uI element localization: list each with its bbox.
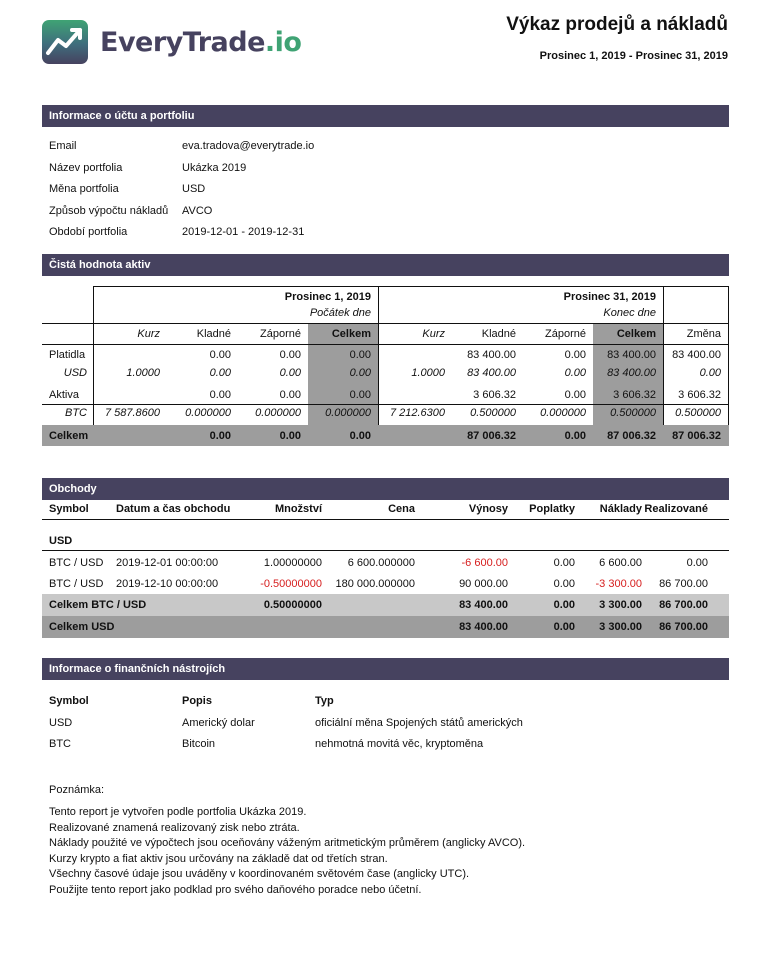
section-trades-header: Obchody (42, 478, 729, 500)
instrument-symbol: USD (49, 717, 73, 729)
report-period: Prosinec 1, 2019 - Prosinec 31, 2019 (539, 50, 728, 62)
account-value: AVCO (182, 205, 213, 217)
net-assets-cell: 0.00 (279, 367, 301, 379)
instrument-description: Americký dolar (182, 717, 255, 729)
net-assets-cell: 0.500000 (675, 407, 721, 419)
grid-line (728, 286, 729, 425)
net-assets-cell: 0.00 (279, 389, 301, 401)
account-value: Ukázka 2019 (182, 162, 247, 174)
account-label: Způsob výpočtu nákladů (49, 205, 169, 217)
net-assets-cell: 1.0000 (126, 367, 160, 379)
net-assets-cell: 0.00 (564, 389, 586, 401)
grid-line (42, 550, 729, 551)
trades-header: Realizované (644, 503, 708, 515)
subtotal-fees: 0.00 (553, 599, 575, 611)
trade-symbol: BTC / USD (49, 557, 104, 569)
net-assets-cell: 0.00 (349, 367, 371, 379)
trade-realized: 86 700.00 (659, 578, 708, 590)
net-assets-total-cell: 0.00 (349, 430, 371, 442)
col-header: Změna (686, 328, 721, 340)
brand-logo (42, 20, 301, 64)
total-label: Celkem (49, 430, 89, 442)
instruments-header: Typ (315, 695, 334, 707)
grid-line (42, 344, 728, 345)
trades-header: Náklady (599, 503, 642, 515)
total-cost: 3 300.00 (599, 621, 642, 633)
note-line: Realizované znamená realizovaný zisk nebo ztráta. (49, 821, 300, 834)
trade-proceeds: -6 600.00 (461, 557, 508, 569)
note-line: Všechny časové údaje jsou uváděny v koordinovaném světovém čase (anglicky UTC). (49, 868, 470, 881)
notes-title: Poznámka: (49, 784, 105, 796)
net-assets-total-cell: 87 006.32 (467, 430, 516, 442)
col-header: Záporné (545, 328, 586, 340)
trade-datetime: 2019-12-10 00:00:00 (116, 578, 219, 590)
logo-suffix: .io (264, 26, 302, 58)
col-header: Kladné (481, 328, 516, 340)
grid-line (93, 286, 728, 287)
net-assets-cell: 3 606.32 (613, 389, 656, 401)
section-instruments-header: Informace o finančních nástrojích (42, 658, 729, 680)
account-value: eva.tradova@everytrade.io (182, 140, 315, 152)
col-header: Kurz (137, 328, 160, 340)
total-label: Celkem USD (49, 621, 115, 633)
net-assets-cell: 0.00 (209, 389, 231, 401)
net-assets-cell: 0.00 (699, 367, 721, 379)
note-line: Tento report je vytvořen podle portfolia Ukázka 2019. (49, 806, 307, 818)
col-header: Kurz (422, 328, 445, 340)
col-header: Kladné (196, 328, 231, 340)
chart-trend-icon (42, 20, 88, 64)
trade-fees: 0.00 (553, 557, 575, 569)
logo-wordmark (100, 27, 301, 58)
account-label: Název portfolia (49, 162, 123, 174)
end-sub: Konec dne (603, 307, 656, 319)
trades-header: Cena (388, 503, 415, 515)
net-assets-total-cell: 0.00 (279, 430, 301, 442)
net-assets-cell: 7 212.6300 (389, 407, 445, 419)
total-fees: 0.00 (553, 621, 575, 633)
grid-line (378, 286, 379, 425)
net-assets-cell: 0.500000 (470, 407, 516, 419)
net-assets-cell: 83 400.00 (607, 349, 656, 361)
trade-fees: 0.00 (553, 578, 575, 590)
trade-cost: 6 600.00 (599, 557, 642, 569)
net-assets-cell: 83 400.00 (467, 349, 516, 361)
col-header: Záporné (260, 328, 301, 340)
row-label: Platidla (49, 349, 86, 361)
net-assets-cell: 0.000000 (325, 407, 371, 419)
trades-header: Množství (274, 503, 322, 515)
grid-line (42, 404, 728, 405)
trade-cost: -3 300.00 (595, 578, 642, 590)
net-assets-cell: 0.000000 (540, 407, 586, 419)
account-value: USD (182, 183, 206, 195)
grid-line (93, 286, 94, 425)
account-label: Období portfolia (49, 226, 128, 238)
trades-header: Symbol (49, 503, 89, 515)
subtotal-proceeds: 83 400.00 (459, 599, 508, 611)
trade-datetime: 2019-12-01 00:00:00 (116, 557, 219, 569)
trade-symbol: BTC / USD (49, 578, 104, 590)
instrument-type: nehmotná movitá věc, kryptoměna (315, 738, 484, 750)
trade-price: 180 000.000000 (335, 578, 415, 590)
trades-header: Výnosy (468, 503, 508, 515)
report-title: Výkaz prodejů a nákladů (506, 14, 728, 35)
grid-line (42, 519, 729, 520)
subtotal-realized: 86 700.00 (659, 599, 708, 611)
account-value: 2019-12-01 - 2019-12-31 (182, 226, 305, 238)
net-assets-total-cell: 87 006.32 (672, 430, 721, 442)
net-assets-cell: 0.00 (209, 349, 231, 361)
net-assets-total-cell: 0.00 (209, 430, 231, 442)
end-date: Prosinec 31, 2019 (563, 291, 656, 303)
net-assets-cell: 3 606.32 (473, 389, 516, 401)
net-assets-cell: 0.500000 (610, 407, 656, 419)
start-sub: Počátek dne (309, 307, 371, 319)
note-line: Náklady použité ve výpočtech jsou oceňovány váženým aritmetickým průměrem (anglicky AVCO). (49, 837, 526, 850)
net-assets-cell: 0.000000 (185, 407, 231, 419)
instrument-symbol: BTC (49, 738, 71, 750)
section-net-assets-header: Čistá hodnota aktiv (42, 254, 729, 276)
net-assets-cell: 83 400.00 (672, 349, 721, 361)
subtotal-quantity: 0.50000000 (263, 599, 322, 611)
grid-line (42, 323, 728, 324)
subtotal-cost: 3 300.00 (599, 599, 642, 611)
account-label: Měna portfolia (49, 183, 119, 195)
net-assets-cell: 3 606.32 (678, 389, 721, 401)
net-assets-cell: 0.00 (209, 367, 231, 379)
col-header: Celkem (331, 328, 371, 340)
net-assets-cell: 1.0000 (411, 367, 445, 379)
subtotal-label: Celkem BTC / USD (49, 599, 147, 611)
net-assets-total-cell: 87 006.32 (607, 430, 656, 442)
logo-main: EveryTrade (100, 26, 265, 58)
instrument-type: oficiální měna Spojených států amerických (315, 717, 523, 729)
col-header: Celkem (616, 328, 656, 340)
note-line: Kurzy krypto a fiat aktiv jsou určovány na základě dat od třetích stran. (49, 852, 388, 865)
trades-group-label: USD (49, 535, 73, 547)
trades-header: Poplatky (529, 503, 575, 515)
net-assets-cell: 7 587.8600 (104, 407, 160, 419)
total-realized: 86 700.00 (659, 621, 708, 633)
net-assets-cell: 0.00 (564, 367, 586, 379)
trade-price: 6 600.000000 (347, 557, 415, 569)
section-account-header: Informace o účtu a portfoliu (42, 105, 729, 127)
row-label: Aktiva (49, 389, 79, 401)
net-assets-cell: 0.00 (349, 349, 371, 361)
instruments-header: Popis (182, 695, 212, 707)
row-label: BTC (65, 407, 87, 419)
total-proceeds: 83 400.00 (459, 621, 508, 633)
net-assets-cell: 0.00 (564, 349, 586, 361)
net-assets-cell: 0.000000 (255, 407, 301, 419)
trade-proceeds: 90 000.00 (459, 578, 508, 590)
net-assets-cell: 83 400.00 (467, 367, 516, 379)
net-assets-cell: 0.00 (279, 349, 301, 361)
trade-realized: 0.00 (686, 557, 708, 569)
net-assets-cell: 0.00 (349, 389, 371, 401)
instruments-header: Symbol (49, 695, 89, 707)
instrument-description: Bitcoin (182, 738, 216, 750)
trade-quantity: -0.50000000 (260, 578, 322, 590)
row-label: USD (63, 367, 87, 379)
trades-header: Datum a čas obchodu (116, 503, 231, 515)
start-date: Prosinec 1, 2019 (284, 291, 371, 303)
note-line: Použijte tento report jako podklad pro svého daňového poradce nebo účetní. (49, 884, 422, 896)
trade-quantity: 1.00000000 (263, 557, 322, 569)
net-assets-cell: 83 400.00 (607, 367, 656, 379)
net-assets-total-cell: 0.00 (564, 430, 586, 442)
account-label: Email (49, 140, 77, 152)
